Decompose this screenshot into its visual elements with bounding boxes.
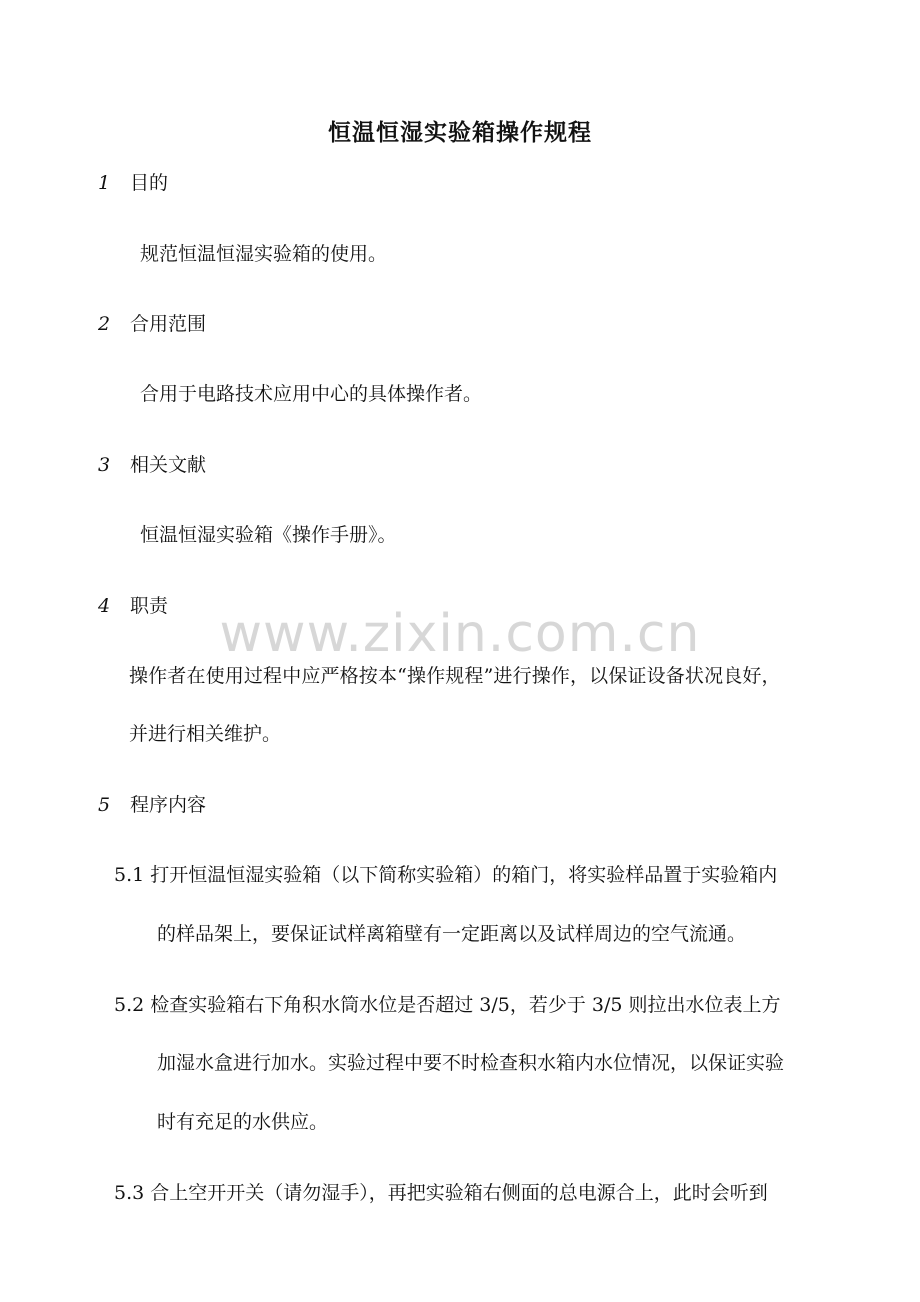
- section-number: 3: [98, 454, 111, 476]
- section-title: 相关文献: [130, 454, 207, 476]
- section-1-heading: [98, 168, 168, 198]
- section-4-body-line-2: 并进行相关维护。: [129, 723, 282, 745]
- item-5-1-line-2: 的样品架上，要保证试样离箱壁有一定距离以及试样周边的空气流通。: [157, 923, 747, 945]
- section-title: 职责: [130, 595, 169, 617]
- section-2-heading: [98, 309, 206, 339]
- section-title: 目的: [130, 172, 169, 194]
- section-3-heading: [98, 450, 206, 480]
- watermark: www.zixin.com.cn: [219, 604, 701, 664]
- section-5-heading: [98, 790, 206, 820]
- section-number: 2: [98, 313, 111, 335]
- section-4-heading: [98, 591, 168, 621]
- section-number: 5: [98, 794, 111, 816]
- item-5-2-line-1: 5.2 检查实验箱右下角积水筒水位是否超过 3/5，若少于 3/5 则拉出水位表上方: [114, 994, 781, 1016]
- item-5-2-line-2: 加湿水盒进行加水。实验过程中要不时检查积水箱内水位情况，以保证实验: [157, 1052, 785, 1074]
- item-5-2-line-3: 时有充足的水供应。: [157, 1111, 329, 1133]
- section-number: 4: [98, 595, 111, 617]
- item-5-1-line-1: 5.1 打开恒温恒湿实验箱（以下简称实验箱）的箱门，将实验样品置于实验箱内: [114, 864, 778, 886]
- section-title: 程序内容: [130, 794, 207, 816]
- document-title: 恒温恒湿实验箱操作规程: [328, 120, 592, 146]
- section-1-body: 规范恒温恒湿实验箱的使用。: [140, 243, 388, 265]
- item-5-3-line-1: 5.3 合上空开开关（请勿湿手），再把实验箱右侧面的总电源合上，此时会听到: [114, 1182, 768, 1204]
- section-4-body-line-1: 操作者在使用过程中应严格按本“操作规程”进行操作，以保证设备状况良好，: [129, 665, 781, 687]
- section-number: 1: [98, 172, 111, 194]
- section-2-body: 合用于电路技术应用中心的具体操作者。: [140, 383, 483, 405]
- section-title: 合用范围: [130, 313, 207, 335]
- section-3-body: 恒温恒湿实验箱《操作手册》。: [140, 524, 397, 546]
